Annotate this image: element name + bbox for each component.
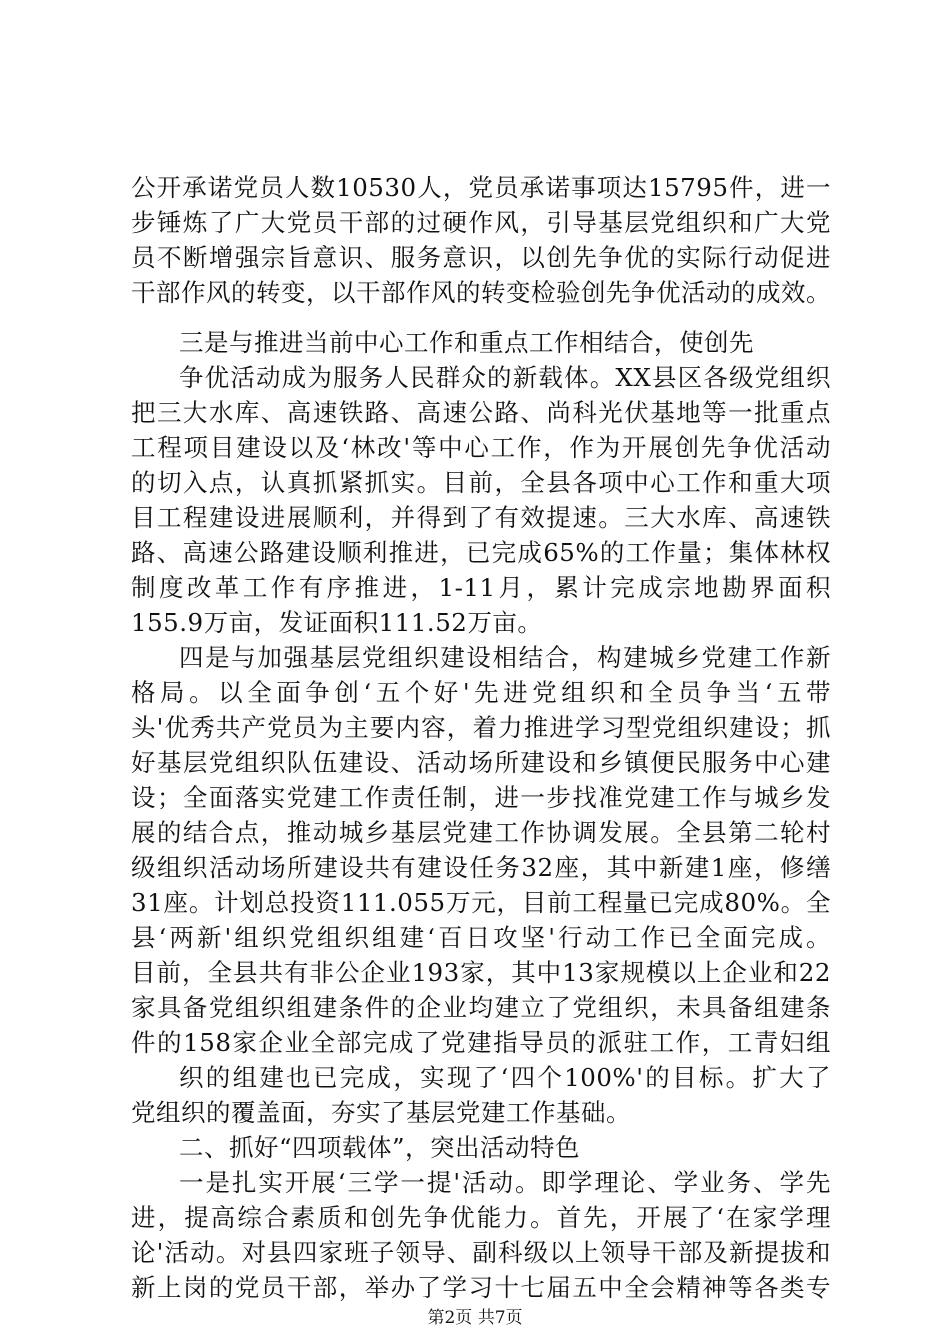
body-text-line: 步锤炼了广大党员干部的过硬作风，引导基层党组织和广大党 [131, 208, 831, 237]
body-text-line: 三是与推进当前中心工作和重点工作相结合，使创先 [179, 328, 754, 357]
body-text-line: 干部作风的转变，以干部作风的转变检验创先争优活动的成效。 [131, 278, 831, 307]
body-text-line: 件的158家企业全部完成了党建指导员的派驻工作，工青妇组 [131, 1028, 831, 1057]
body-text-line: 四是与加强基层党组织建设相结合，构建城乡党建工作新 [179, 643, 831, 672]
body-text-line: 新上岗的党员干部，举办了学习十七届五中全会精神等各类专 [131, 1273, 831, 1302]
body-text-line: 公开承诺党员人数10530人，党员承诺事项达15795件，进一 [131, 173, 831, 202]
body-text-line: 好基层党组织队伍建设、活动场所建设和乡镇便民服务中心建 [131, 748, 831, 777]
body-text-line: 头'优秀共产党员为主要内容，着力推进学习型党组织建设；抓 [131, 713, 831, 742]
body-text-line: 一是扎实开展‘三学一提'活动。即学理论、学业务、学先 [179, 1168, 831, 1197]
body-text-line: 展的结合点，推动城乡基层党建工作协调发展。全县第二轮村 [131, 818, 831, 847]
body-text-line: 设；全面落实党建工作责任制，进一步找准党建工作与城乡发 [131, 783, 831, 812]
body-text-line: 路、高速公路建设顺利推进，已完成65%的工作量；集体林权 [131, 538, 831, 567]
body-text-line: 级组织活动场所建设共有建设任务32座，其中新建1座，修缮 [131, 853, 831, 882]
body-text-line: 制度改革工作有序推进，1-11月，累计完成宗地勘界面积 [131, 573, 831, 602]
body-text-line: 目工程建设进展顺利，并得到了有效提速。三大水库、高速铁 [131, 503, 831, 532]
body-text-line: 争优活动成为服务人民群众的新载体。XX县区各级党组织 [179, 363, 831, 392]
body-text-line: 的切入点，认真抓紧抓实。目前，全县各项中心工作和重大项 [131, 468, 831, 497]
page-number: 第2页 共7页 [427, 1308, 523, 1328]
body-text-line: 进，提高综合素质和创先争优能力。首先，开展了‘在家学理 [131, 1203, 831, 1232]
body-text-line: 目前，全县共有非公企业193家，其中13家规模以上企业和22 [131, 958, 831, 987]
body-text-line: 155.9万亩，发证面积111.52万亩。 [131, 608, 543, 637]
body-text-line: 格局。以全面争创‘五个好'先进党组织和全员争当‘五带 [131, 678, 831, 707]
body-text-line: 党组织的覆盖面，夯实了基层党建工作基础。 [131, 1098, 631, 1127]
body-text-line: 工程项目建设以及‘林改'等中心工作，作为开展创先争优活动 [131, 433, 831, 462]
body-text-line: 家具备党组织组建条件的企业均建立了党组织，未具备组建条 [131, 993, 831, 1022]
body-text-line: 县‘两新'组织党组织组建‘百日攻坚'行动工作已全面完成。 [131, 923, 831, 952]
body-text-line: 31座。计划总投资111.055万元，目前工程量已完成80%。全 [131, 888, 831, 917]
body-text-line: 织的组建也已完成，实现了‘四个100%'的目标。扩大了 [179, 1063, 831, 1092]
body-text-line: 把三大水库、高速铁路、高速公路、尚科光伏基地等一批重点 [131, 398, 831, 427]
body-text-line: 论'活动。对县四家班子领导、副科级以上领导干部及新提拔和 [131, 1238, 831, 1267]
section-heading: 二、抓好“四项载体”，突出活动特色 [179, 1133, 581, 1162]
body-text-line: 员不断增强宗旨意识、服务意识，以创先争优的实际行动促进 [131, 243, 831, 272]
